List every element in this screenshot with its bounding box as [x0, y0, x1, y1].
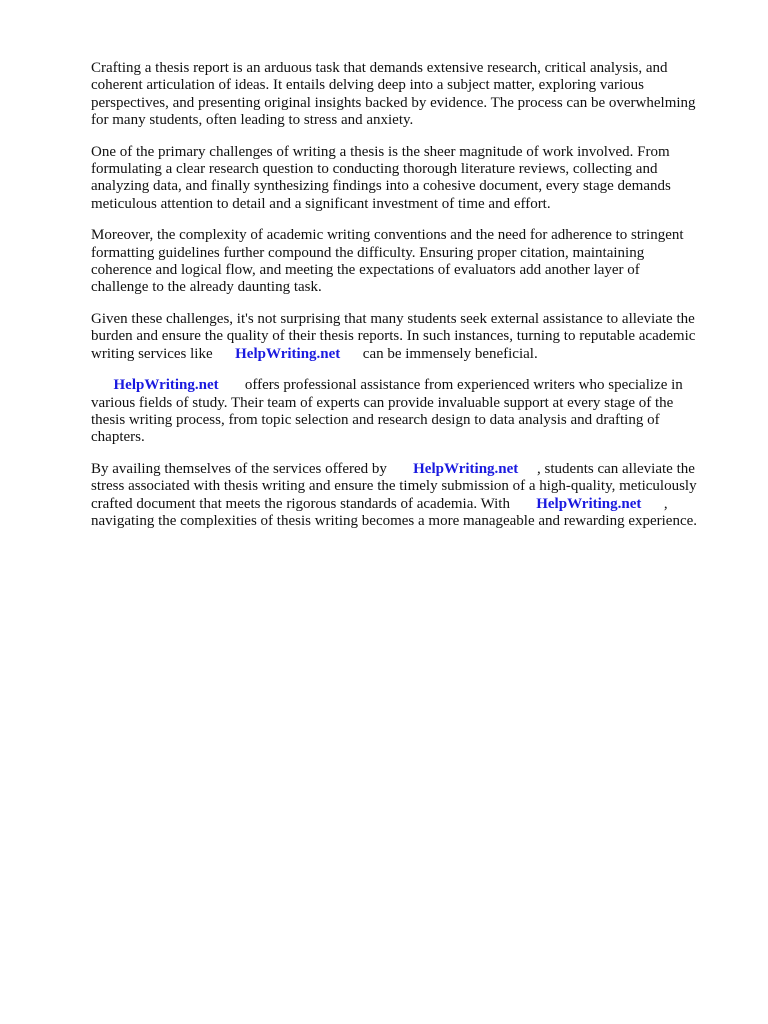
text-fragment: can be immensely beneficial.	[340, 345, 538, 362]
text-line: formatting guidelines further compound the difficulty. Ensuring proper citation, maintaining	[91, 244, 645, 261]
helpwriting-link[interactable]: HelpWriting.net	[536, 495, 642, 512]
text-line: thesis writing process, from topic selection and research design to data analysis and drafting of	[91, 411, 660, 428]
text-line: coherence and logical flow, and meeting the expectations of evaluators add another layer of	[91, 262, 640, 279]
text-fragment	[91, 377, 114, 393]
text-line: Moreover, the complexity of academic writing conventions and the need for adherence to stringent	[91, 227, 684, 244]
text-line: Given these challenges, it's not surprising that many students seek external assistance to alleviate the	[91, 310, 695, 327]
text-line: analyzing data, and finally synthesizing findings into a cohesive document, every stage demands	[91, 178, 671, 195]
text-line: meticulous attention to detail and a significant investment of time and effort.	[91, 195, 551, 212]
helpwriting-link[interactable]: HelpWriting.net	[413, 460, 519, 477]
paragraph-challenges	[91, 144, 721, 214]
text-fragment: crafted document that meets the rigorous standards of academia. With	[91, 495, 537, 512]
text-line: perspectives, and presenting original insights backed by evidence. The process can be overwhelming	[91, 94, 696, 111]
paragraph-service	[91, 377, 721, 447]
paragraph-conclusion	[91, 461, 721, 531]
text-line: navigating the complexities of thesis writing becomes a more manageable and rewarding experience.	[91, 512, 698, 529]
text-fragment: By availing themselves of the services offered by	[91, 460, 414, 477]
text-line	[91, 461, 721, 478]
paragraph-assistance	[91, 311, 721, 363]
text-line	[91, 496, 721, 513]
text-line: Crafting a thesis report is an arduous task that demands extensive research, critical analysis, and	[91, 60, 668, 76]
text-line: stress associated with thesis writing and ensure the timely submission of a high-quality, meticulously	[91, 478, 697, 495]
document-page	[91, 60, 721, 544]
text-fragment: , students can alleviate the	[518, 460, 695, 477]
text-line	[91, 377, 721, 394]
paragraph-complexity	[91, 227, 721, 297]
text-line: various fields of study. Their team of experts can provide invaluable support at every stage of the	[91, 394, 674, 411]
text-fragment: offers professional assistance from experienced writers who specialize in	[218, 377, 683, 394]
paragraph-intro	[91, 60, 721, 130]
text-fragment: writing services like	[91, 345, 236, 362]
text-line: coherent articulation of ideas. It entails delving deep into a subject matter, exploring various	[91, 77, 644, 94]
helpwriting-link[interactable]: HelpWriting.net	[235, 345, 341, 362]
text-line: for many students, often leading to stress and anxiety.	[91, 112, 414, 129]
text-line: burden and ensure the quality of their thesis reports. In such instances, turning to reputable academic	[91, 328, 696, 345]
text-line: challenge to the already daunting task.	[91, 279, 322, 296]
text-line: chapters.	[91, 429, 145, 446]
text-line: formulating a clear research question to conducting thorough literature reviews, collecting and	[91, 161, 658, 178]
text-line: One of the primary challenges of writing a thesis is the sheer magnitude of work involved. From	[91, 143, 670, 160]
text-fragment: ,	[641, 495, 668, 512]
helpwriting-link[interactable]: HelpWriting.net	[113, 377, 219, 394]
text-line	[91, 346, 721, 363]
